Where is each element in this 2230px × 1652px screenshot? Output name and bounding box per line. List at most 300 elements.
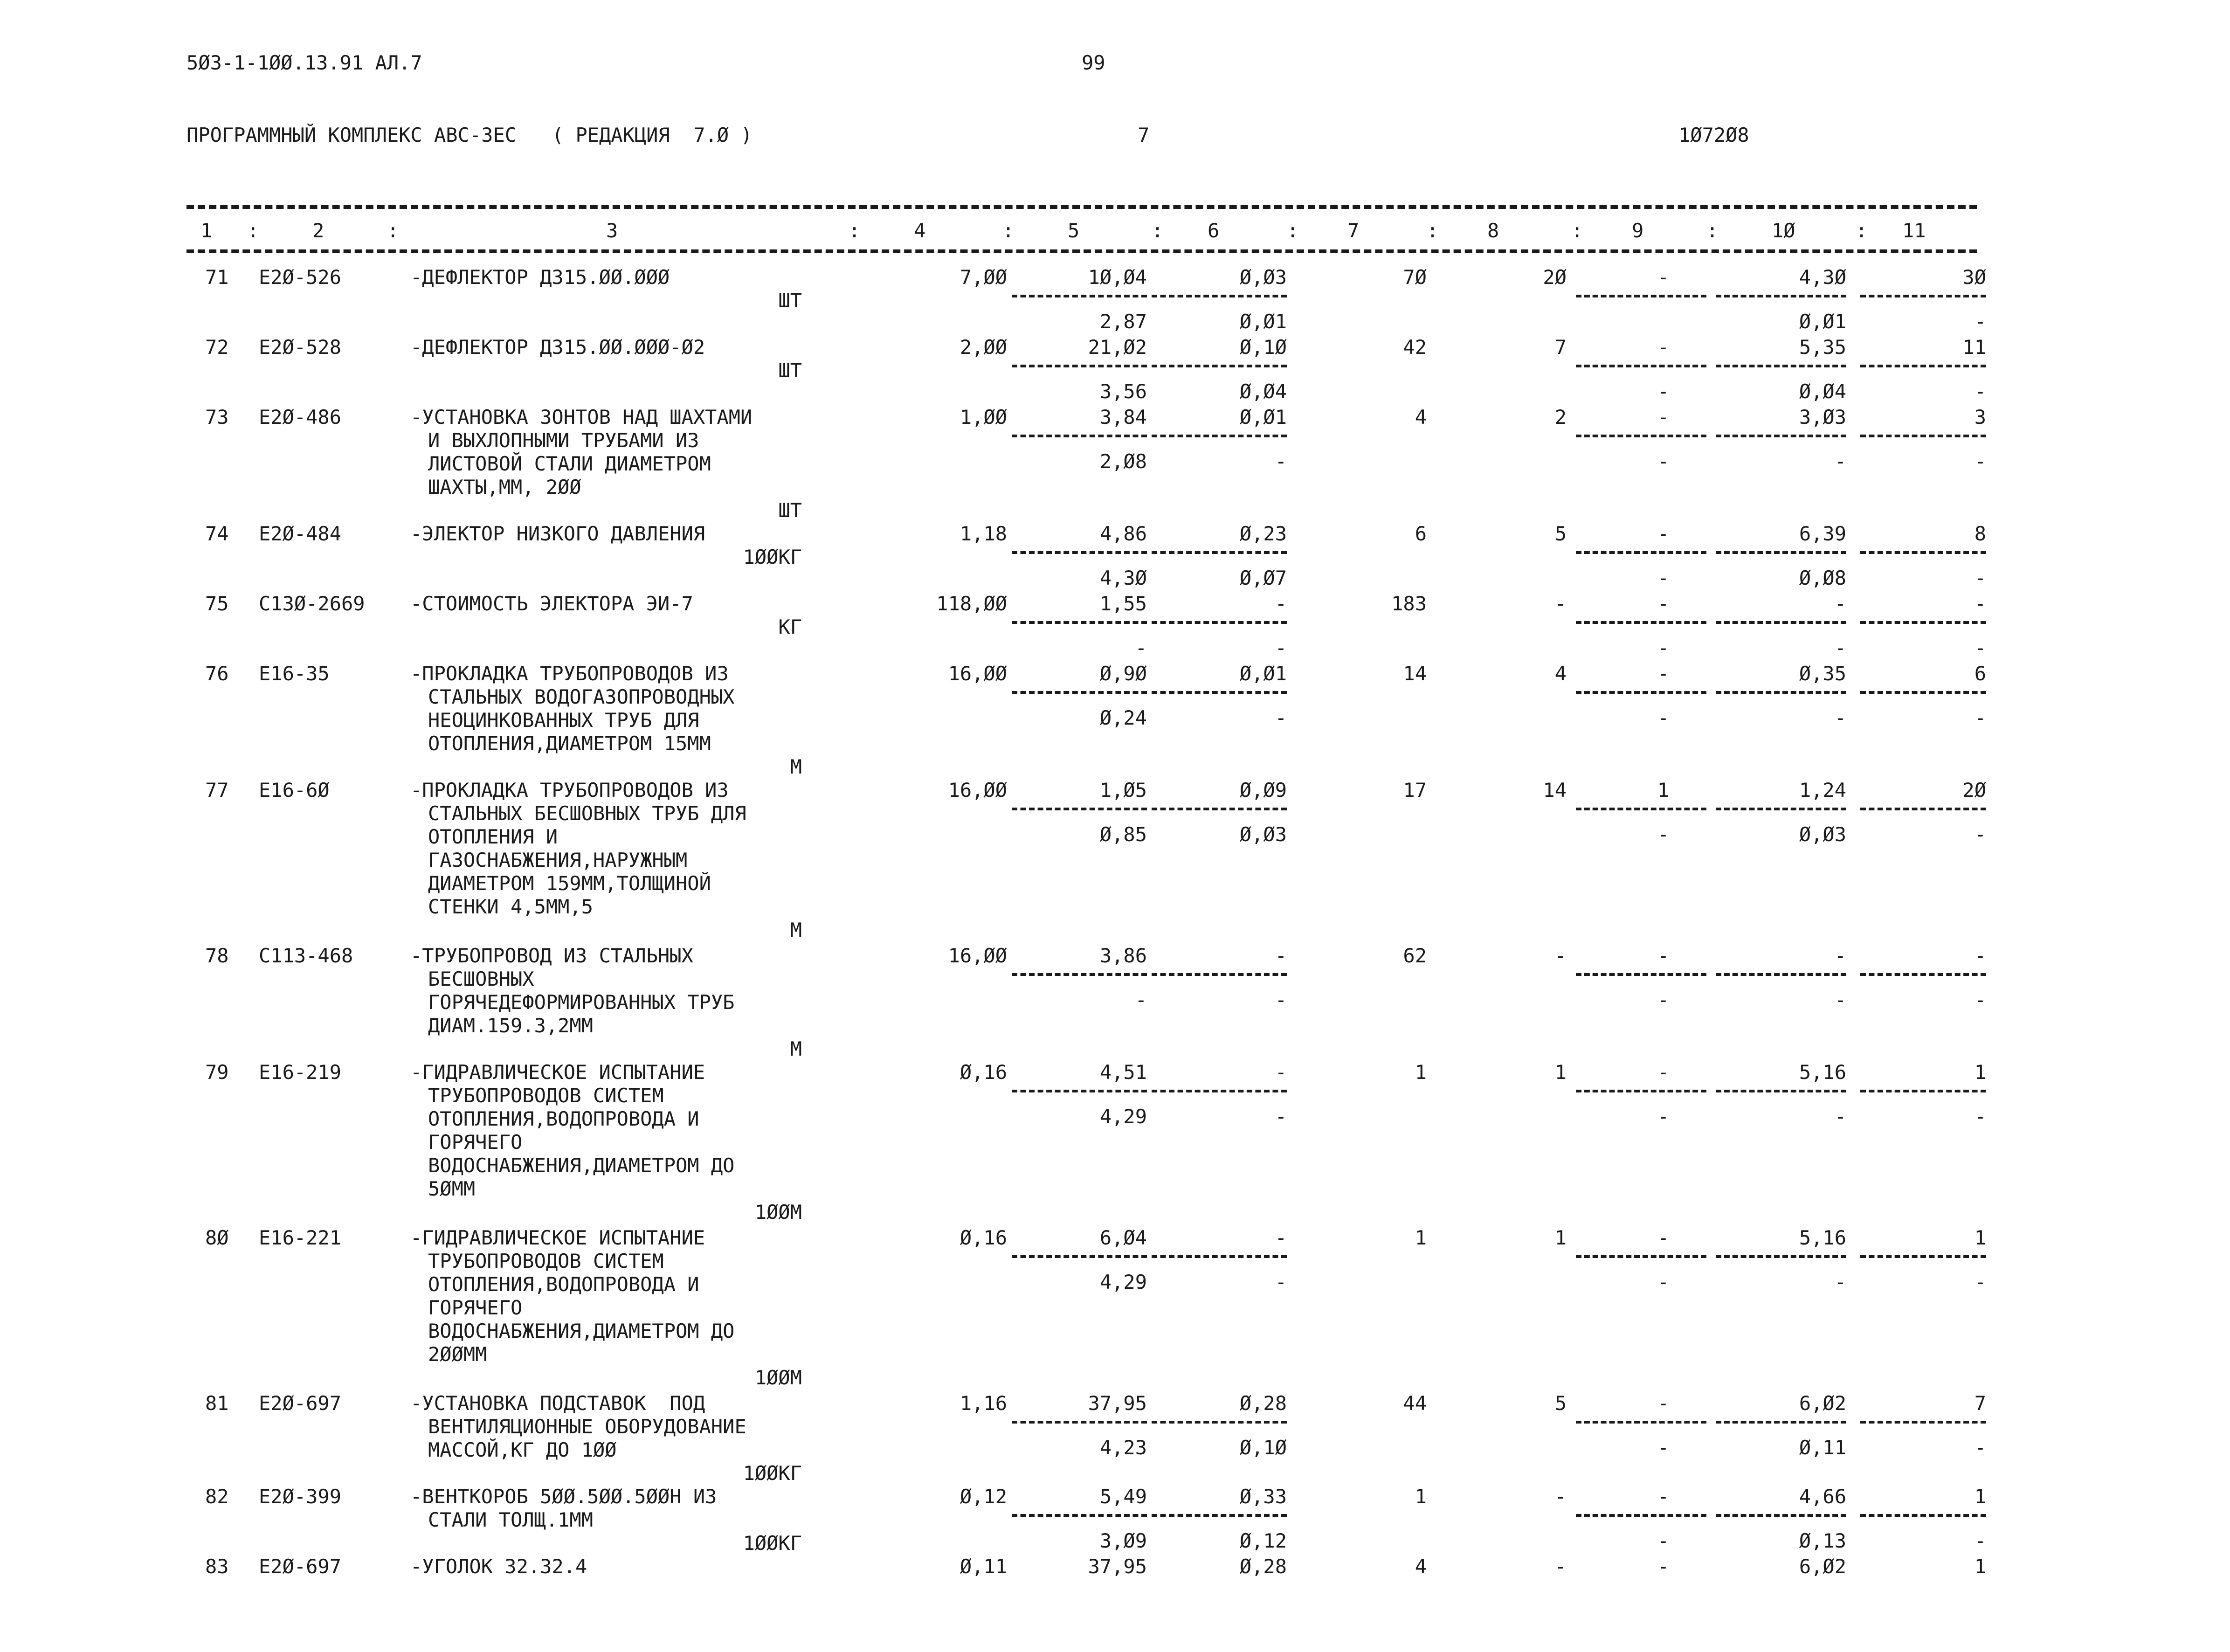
subtotal-rule (1860, 435, 1986, 437)
subtotal-rule (1152, 435, 1287, 437)
description-line: -ГИДРАВЛИЧЕСКОЕ ИСПЫТАНИЕ (410, 1061, 705, 1084)
rate-code: Е16-221 (259, 1226, 342, 1249)
description-line: ШАХТЫ,ММ, 2ØØ (428, 476, 581, 498)
column-header: 11 (1902, 219, 1926, 242)
unit-wage-machinery: - (1275, 1271, 1287, 1293)
unit-wage: - (1275, 1226, 1287, 1249)
subtotal-rule (1860, 1090, 1986, 1092)
description-line: ГОРЯЧЕДЕФОРМИРОВАННЫХ ТРУБ (428, 991, 735, 1014)
row-number: 75 (205, 592, 229, 615)
labor-hours: 5,35 (1799, 336, 1846, 359)
unit-wage: Ø,33 (1239, 1485, 1287, 1508)
subtotal-rule (1012, 1421, 1147, 1424)
labor-hours: 4,66 (1799, 1485, 1846, 1508)
subtotal-rule (1012, 365, 1147, 367)
total-wage: 5 (1554, 1392, 1567, 1415)
subtotal-rule (1152, 1514, 1287, 1517)
quantity: 16,ØØ (948, 944, 1007, 967)
total-wage: 14 (1543, 779, 1567, 802)
row-number: 83 (205, 1555, 229, 1578)
unit-of-measure: 1ØØКГ (743, 1462, 802, 1485)
column-header: 3 (606, 219, 618, 242)
total-labor-sub: - (1974, 1529, 1986, 1552)
total-cost: 6 (1415, 522, 1427, 545)
subtotal-rule (1716, 295, 1846, 297)
rate-code: Е2Ø-697 (259, 1555, 342, 1578)
total-labor: 3 (1974, 406, 1986, 429)
subtotal-rule (1152, 691, 1287, 694)
description-line: НЕОЦИНКОВАННЫХ ТРУБ ДЛЯ (428, 709, 699, 732)
subtotal-rule (1860, 808, 1986, 810)
unit-cost: 1,55 (1099, 592, 1147, 615)
unit-cost: 3,86 (1099, 944, 1147, 967)
rate-code: Е2Ø-697 (259, 1392, 342, 1415)
row-number: 82 (205, 1485, 229, 1508)
machine-wage: - (1657, 1392, 1669, 1415)
subtotal-rule (1860, 365, 1986, 367)
unit-cost: 4,51 (1099, 1061, 1147, 1084)
unit-cost-machinery: Ø,85 (1099, 823, 1147, 846)
quantity: 1,ØØ (960, 406, 1007, 429)
column-separator: : (247, 219, 259, 242)
unit-cost: 3,84 (1099, 406, 1147, 429)
program-title: ПРОГРАММНЫЙ КОМПЛЕКС АВС-3ЕС ( РЕДАКЦИЯ 7.Ø ) (186, 124, 753, 146)
unit-wage-machinery: - (1275, 450, 1287, 473)
subtotal-rule (1152, 295, 1287, 297)
subtotal-rule (1716, 551, 1846, 554)
description-line: СТЕНКИ 4,5ММ,5 (428, 895, 594, 918)
unit-cost-machinery: 4,29 (1099, 1271, 1147, 1293)
machine-wage: - (1657, 1226, 1669, 1249)
rate-code: Е2Ø-484 (259, 522, 342, 545)
description-line: ВОДОСНАБЖЕНИЯ,ДИАМЕТРОМ ДО (428, 1154, 735, 1177)
unit-of-measure: М (790, 1037, 802, 1060)
subtotal-rule (1012, 808, 1147, 810)
machine-wage-sub: - (1657, 988, 1669, 1011)
column-separator: : (1856, 219, 1868, 242)
unit-cost-machinery: 4,23 (1099, 1436, 1147, 1459)
unit-cost-machinery: 2,87 (1099, 310, 1147, 333)
total-labor: 6 (1974, 662, 1986, 685)
machine-wage-sub: - (1657, 567, 1669, 589)
unit-wage-machinery: - (1275, 636, 1287, 659)
total-labor: - (1974, 944, 1986, 967)
column-separator: : (1152, 219, 1164, 242)
unit-wage: - (1275, 944, 1287, 967)
unit-of-measure: 1ØØКГ (743, 1532, 802, 1555)
total-cost: 17 (1403, 779, 1427, 802)
document-code: 5Ø3-1-1ØØ.13.91 АЛ.7 (186, 51, 422, 74)
column-header: 9 (1632, 219, 1644, 242)
unit-cost-machinery: - (1135, 988, 1147, 1011)
total-cost: 183 (1391, 592, 1427, 615)
unit-cost-machinery: 4,29 (1099, 1105, 1147, 1128)
machine-wage-sub: - (1657, 1105, 1669, 1128)
column-header: 7 (1347, 219, 1360, 242)
machine-wage-sub: - (1657, 380, 1669, 403)
rate-code: Е2Ø-486 (259, 406, 342, 429)
description-line: СТАЛЬНЫХ БЕСШОВНЫХ ТРУБ ДЛЯ (428, 802, 746, 825)
rate-code: Е2Ø-399 (259, 1485, 342, 1508)
unit-wage: Ø,23 (1239, 522, 1287, 545)
subtotal-rule (1860, 551, 1986, 554)
labor-hours-sub: Ø,13 (1799, 1529, 1846, 1552)
subtotal-rule (1716, 973, 1846, 976)
machine-wage: - (1657, 1061, 1669, 1084)
total-labor-sub: - (1974, 823, 1986, 846)
total-labor: 8 (1974, 522, 1986, 545)
subtotal-rule (1012, 295, 1147, 297)
total-cost: 62 (1403, 944, 1427, 967)
subtotal-rule (1012, 435, 1147, 437)
row-number: 8Ø (205, 1226, 229, 1249)
unit-of-measure: ШТ (778, 499, 802, 522)
description-line: -УГОЛОК 32.32.4 (410, 1555, 587, 1578)
description-line: -ЭЛЕКТОР НИЗКОГО ДАВЛЕНИЯ (410, 522, 705, 545)
quantity: 16,ØØ (948, 779, 1007, 802)
unit-cost: 1,Ø5 (1099, 779, 1147, 802)
total-wage: - (1554, 592, 1567, 615)
rate-code: Е2Ø-528 (259, 336, 342, 359)
unit-cost: 1Ø,Ø4 (1088, 266, 1147, 289)
description-line: -ДЕФЛЕКТОР Д315.ØØ.ØØØ-Ø2 (410, 336, 705, 359)
machine-wage: - (1657, 662, 1669, 685)
unit-wage-machinery: Ø,Ø3 (1239, 823, 1287, 846)
rate-code: С13Ø-2669 (259, 592, 365, 615)
total-labor-sub: - (1974, 988, 1986, 1011)
total-labor: 11 (1962, 336, 1986, 359)
unit-wage: - (1275, 1061, 1287, 1084)
unit-wage-machinery: - (1275, 988, 1287, 1011)
column-separator: : (1571, 219, 1583, 242)
subtotal-rule (1716, 808, 1846, 810)
rate-code: С113-468 (259, 944, 353, 967)
column-separator: : (1287, 219, 1299, 242)
total-cost: 4 (1415, 406, 1427, 429)
labor-hours-sub: Ø,Ø1 (1799, 310, 1846, 333)
labor-hours-sub: Ø,11 (1799, 1436, 1846, 1459)
column-separator: : (1427, 219, 1439, 242)
total-wage: 5 (1554, 522, 1567, 545)
unit-of-measure: ШТ (778, 289, 802, 312)
description-line: ДИАМЕТРОМ 159ММ,ТОЛЩИНОЙ (428, 872, 711, 895)
column-header: 4 (914, 219, 926, 242)
unit-wage: Ø,28 (1239, 1555, 1287, 1578)
description-line: МАССОЙ,КГ ДО 1ØØ (428, 1438, 617, 1461)
quantity: 118,ØØ (936, 592, 1007, 615)
total-labor-sub: - (1974, 636, 1986, 659)
subtotal-rule (1576, 808, 1706, 810)
quantity: 1,18 (960, 522, 1007, 545)
column-header: 6 (1208, 219, 1220, 242)
total-wage: 2 (1554, 406, 1567, 429)
subtotal-rule (1860, 621, 1986, 624)
quantity: Ø,11 (960, 1555, 1007, 1578)
unit-wage: Ø,1Ø (1239, 336, 1287, 359)
subtotal-rule (1576, 621, 1706, 624)
unit-cost-machinery: 2,Ø8 (1099, 450, 1147, 473)
subtotal-rule (1012, 551, 1147, 554)
machine-wage: - (1657, 522, 1669, 545)
unit-wage-machinery: - (1275, 1105, 1287, 1128)
labor-hours: 5,16 (1799, 1226, 1846, 1249)
unit-of-measure: ШТ (778, 359, 802, 382)
subtotal-rule (1012, 1514, 1147, 1517)
column-header: 2 (312, 219, 324, 242)
row-number: 73 (205, 406, 229, 429)
unit-wage: Ø,28 (1239, 1392, 1287, 1415)
machine-wage: - (1657, 266, 1669, 289)
subtotal-rule (1576, 365, 1706, 367)
labor-hours: 6,39 (1799, 522, 1846, 545)
quantity: Ø,16 (960, 1226, 1007, 1249)
unit-of-measure: 1ØØМ (754, 1201, 802, 1223)
total-wage: - (1554, 1555, 1567, 1578)
unit-wage-machinery: Ø,12 (1239, 1529, 1287, 1552)
unit-cost-machinery: 4,3Ø (1099, 567, 1147, 589)
unit-cost-machinery: 3,Ø9 (1099, 1529, 1147, 1552)
total-cost: 1 (1415, 1226, 1427, 1249)
unit-wage-machinery: Ø,Ø4 (1239, 380, 1287, 403)
column-header: 1 (200, 219, 213, 242)
total-labor: 1 (1974, 1226, 1986, 1249)
unit-cost: 37,95 (1088, 1555, 1147, 1578)
row-number: 78 (205, 944, 229, 967)
total-labor-sub: - (1974, 1271, 1986, 1293)
total-cost: 1 (1415, 1485, 1427, 1508)
labor-hours-sub: Ø,Ø3 (1799, 823, 1846, 846)
row-number: 79 (205, 1061, 229, 1084)
total-labor: 3Ø (1962, 266, 1986, 289)
description-line: ВЕНТИЛЯЦИОННЫЕ ОБОРУДОВАНИЕ (428, 1415, 746, 1438)
labor-hours: - (1834, 592, 1846, 615)
subtotal-rule (1576, 435, 1706, 437)
description-line: 2ØØММ (428, 1343, 487, 1366)
description-line: ОТОПЛЕНИЯ,ДИАМЕТРОМ 15ММ (428, 732, 711, 755)
subtotal-rule (1860, 973, 1986, 976)
description-line: 5ØММ (428, 1177, 476, 1200)
unit-wage-machinery: - (1275, 706, 1287, 729)
column-header: 5 (1068, 219, 1080, 242)
total-cost: 44 (1403, 1392, 1427, 1415)
total-cost: 42 (1403, 336, 1427, 359)
column-separator: : (849, 219, 861, 242)
total-labor: 7 (1974, 1392, 1986, 1415)
unit-of-measure: КГ (778, 615, 802, 638)
table-header-rule (186, 249, 1977, 253)
subtotal-rule (1012, 1090, 1147, 1092)
total-labor: 2Ø (1962, 779, 1986, 802)
quantity: Ø,16 (960, 1061, 1007, 1084)
total-wage: 7 (1554, 336, 1567, 359)
machine-wage-sub: - (1657, 1436, 1669, 1459)
column-header: 1Ø (1772, 219, 1795, 242)
row-number: 81 (205, 1392, 229, 1415)
labor-hours: 4,3Ø (1799, 266, 1846, 289)
labor-hours-sub: - (1834, 706, 1846, 729)
quantity: 2,ØØ (960, 336, 1007, 359)
column-separator: : (387, 219, 399, 242)
row-number: 71 (205, 266, 229, 289)
subtotal-rule (1012, 621, 1147, 624)
subtotal-rule (1576, 1421, 1706, 1424)
job-code: 1Ø72Ø8 (1678, 124, 1749, 146)
machine-wage-sub: - (1657, 1529, 1669, 1552)
subtotal-rule (1716, 1255, 1846, 1258)
column-separator: : (1706, 219, 1719, 242)
total-wage: 1 (1554, 1226, 1567, 1249)
unit-cost: 37,95 (1088, 1392, 1147, 1415)
rate-code: Е16-219 (259, 1061, 342, 1084)
labor-hours: 6,Ø2 (1799, 1555, 1846, 1578)
description-line: ГОРЯЧЕГО (428, 1296, 523, 1319)
row-number: 72 (205, 336, 229, 359)
total-labor: - (1974, 592, 1986, 615)
unit-cost: Ø,9Ø (1099, 662, 1147, 685)
machine-wage-sub: - (1657, 1271, 1669, 1293)
machine-wage: - (1657, 406, 1669, 429)
description-line: -ДЕФЛЕКТОР Д315.ØØ.ØØØ (410, 266, 670, 289)
unit-of-measure: М (790, 919, 802, 941)
unit-wage-machinery: Ø,1Ø (1239, 1436, 1287, 1459)
labor-hours-sub: - (1834, 1105, 1846, 1128)
subtotal-rule (1152, 1090, 1287, 1092)
description-line: ОТОПЛЕНИЯ,ВОДОПРОВОДА И (428, 1107, 699, 1130)
unit-wage: Ø,Ø1 (1239, 406, 1287, 429)
subtotal-rule (1860, 295, 1986, 297)
description-line: -УСТАНОВКА ПОДСТАВОК ПОД (410, 1392, 705, 1415)
subtotal-rule (1716, 1514, 1846, 1517)
description-line: -ГИДРАВЛИЧЕСКОЕ ИСПЫТАНИЕ (410, 1226, 705, 1249)
subtotal-rule (1152, 551, 1287, 554)
total-labor-sub: - (1974, 380, 1986, 403)
total-cost: 4 (1415, 1555, 1427, 1578)
subtotal-rule (1576, 295, 1706, 297)
description-line: ГАЗОСНАБЖЕНИЯ,НАРУЖНЫМ (428, 849, 688, 871)
unit-wage: Ø,Ø1 (1239, 662, 1287, 685)
labor-hours-sub: - (1834, 450, 1846, 473)
unit-of-measure: 1ØØКГ (743, 546, 802, 568)
unit-cost-machinery: Ø,24 (1099, 706, 1147, 729)
machine-wage-sub: - (1657, 823, 1669, 846)
unit-wage: Ø,Ø9 (1239, 779, 1287, 802)
row-number: 77 (205, 779, 229, 802)
subtotal-rule (1152, 973, 1287, 976)
subtotal-rule (1716, 1090, 1846, 1092)
subtotal-rule (1012, 1255, 1147, 1258)
unit-cost: 4,86 (1099, 522, 1147, 545)
labor-hours: 5,16 (1799, 1061, 1846, 1084)
total-labor-sub: - (1974, 450, 1986, 473)
row-number: 74 (205, 522, 229, 545)
description-line: ВОДОСНАБЖЕНИЯ,ДИАМЕТРОМ ДО (428, 1320, 735, 1342)
labor-hours-sub: - (1834, 988, 1846, 1011)
subtotal-rule (1860, 1421, 1986, 1424)
total-labor-sub: - (1974, 706, 1986, 729)
sheet-number: 7 (1138, 124, 1150, 146)
labor-hours-sub: - (1834, 1271, 1846, 1293)
total-wage: - (1554, 944, 1567, 967)
subtotal-rule (1152, 621, 1287, 624)
unit-of-measure: М (790, 755, 802, 778)
total-labor-sub: - (1974, 1436, 1986, 1459)
subtotal-rule (1576, 551, 1706, 554)
machine-wage: - (1657, 944, 1669, 967)
unit-wage: Ø,Ø3 (1239, 266, 1287, 289)
unit-cost: 6,Ø4 (1099, 1226, 1147, 1249)
subtotal-rule (1152, 365, 1287, 367)
labor-hours: 6,Ø2 (1799, 1392, 1846, 1415)
subtotal-rule (1716, 1421, 1846, 1424)
labor-hours-sub: - (1834, 636, 1846, 659)
rate-code: Е16-35 (259, 662, 330, 685)
unit-cost-machinery: - (1135, 636, 1147, 659)
description-line: ГОРЯЧЕГО (428, 1131, 523, 1154)
labor-hours: Ø,35 (1799, 662, 1846, 685)
column-header: 8 (1487, 219, 1499, 242)
unit-cost-machinery: 3,56 (1099, 380, 1147, 403)
subtotal-rule (1012, 973, 1147, 976)
description-line: БЕСШОВНЫХ (428, 968, 534, 990)
subtotal-rule (1860, 691, 1986, 694)
total-cost: 1 (1415, 1061, 1427, 1084)
subtotal-rule (1716, 691, 1846, 694)
subtotal-rule (1716, 435, 1846, 437)
total-wage: 4 (1554, 662, 1567, 685)
machine-wage-sub: - (1657, 636, 1669, 659)
table-top-rule (186, 205, 1977, 209)
rate-code: Е2Ø-526 (259, 266, 342, 289)
subtotal-rule (1152, 1421, 1287, 1424)
subtotal-rule (1716, 365, 1846, 367)
total-labor: 1 (1974, 1485, 1986, 1508)
machine-wage-sub: - (1657, 450, 1669, 473)
subtotal-rule (1576, 973, 1706, 976)
total-labor: 1 (1974, 1061, 1986, 1084)
total-labor: 1 (1974, 1555, 1986, 1578)
total-cost: 7Ø (1403, 266, 1427, 289)
total-wage: - (1554, 1485, 1567, 1508)
subtotal-rule (1012, 691, 1147, 694)
machine-wage: - (1657, 336, 1669, 359)
subtotal-rule (1152, 1255, 1287, 1258)
subtotal-rule (1152, 808, 1287, 810)
description-line: -СТОИМОСТЬ ЭЛЕКТОРА ЭИ-7 (410, 592, 693, 615)
subtotal-rule (1576, 691, 1706, 694)
description-line: ОТОПЛЕНИЯ,ВОДОПРОВОДА И (428, 1273, 699, 1296)
total-labor-sub: - (1974, 567, 1986, 589)
labor-hours: 1,24 (1799, 779, 1846, 802)
page-number: 99 (1082, 51, 1105, 74)
total-wage: 1 (1554, 1061, 1567, 1084)
machine-wage: - (1657, 1485, 1669, 1508)
description-line: -ПРОКЛАДКА ТРУБОПРОВОДОВ ИЗ (410, 779, 729, 802)
description-line: ОТОПЛЕНИЯ И (428, 825, 558, 848)
subtotal-rule (1716, 621, 1846, 624)
unit-cost: 5,49 (1099, 1485, 1147, 1508)
unit-wage-machinery: Ø,Ø7 (1239, 567, 1287, 589)
labor-hours: 3,Ø3 (1799, 406, 1846, 429)
subtotal-rule (1860, 1514, 1986, 1517)
description-line: И ВЫХЛОПНЫМИ ТРУБАМИ ИЗ (428, 429, 699, 452)
labor-hours-sub: Ø,Ø8 (1799, 567, 1846, 589)
unit-of-measure: 1ØØМ (754, 1366, 802, 1389)
description-line: СТАЛИ ТОЛЩ.1ММ (428, 1508, 594, 1531)
total-labor-sub: - (1974, 310, 1986, 333)
machine-wage: - (1657, 1555, 1669, 1578)
description-line: ДИАМ.159.3,2ММ (428, 1014, 594, 1037)
description-line: ЛИСТОВОЙ СТАЛИ ДИАМЕТРОМ (428, 452, 711, 475)
